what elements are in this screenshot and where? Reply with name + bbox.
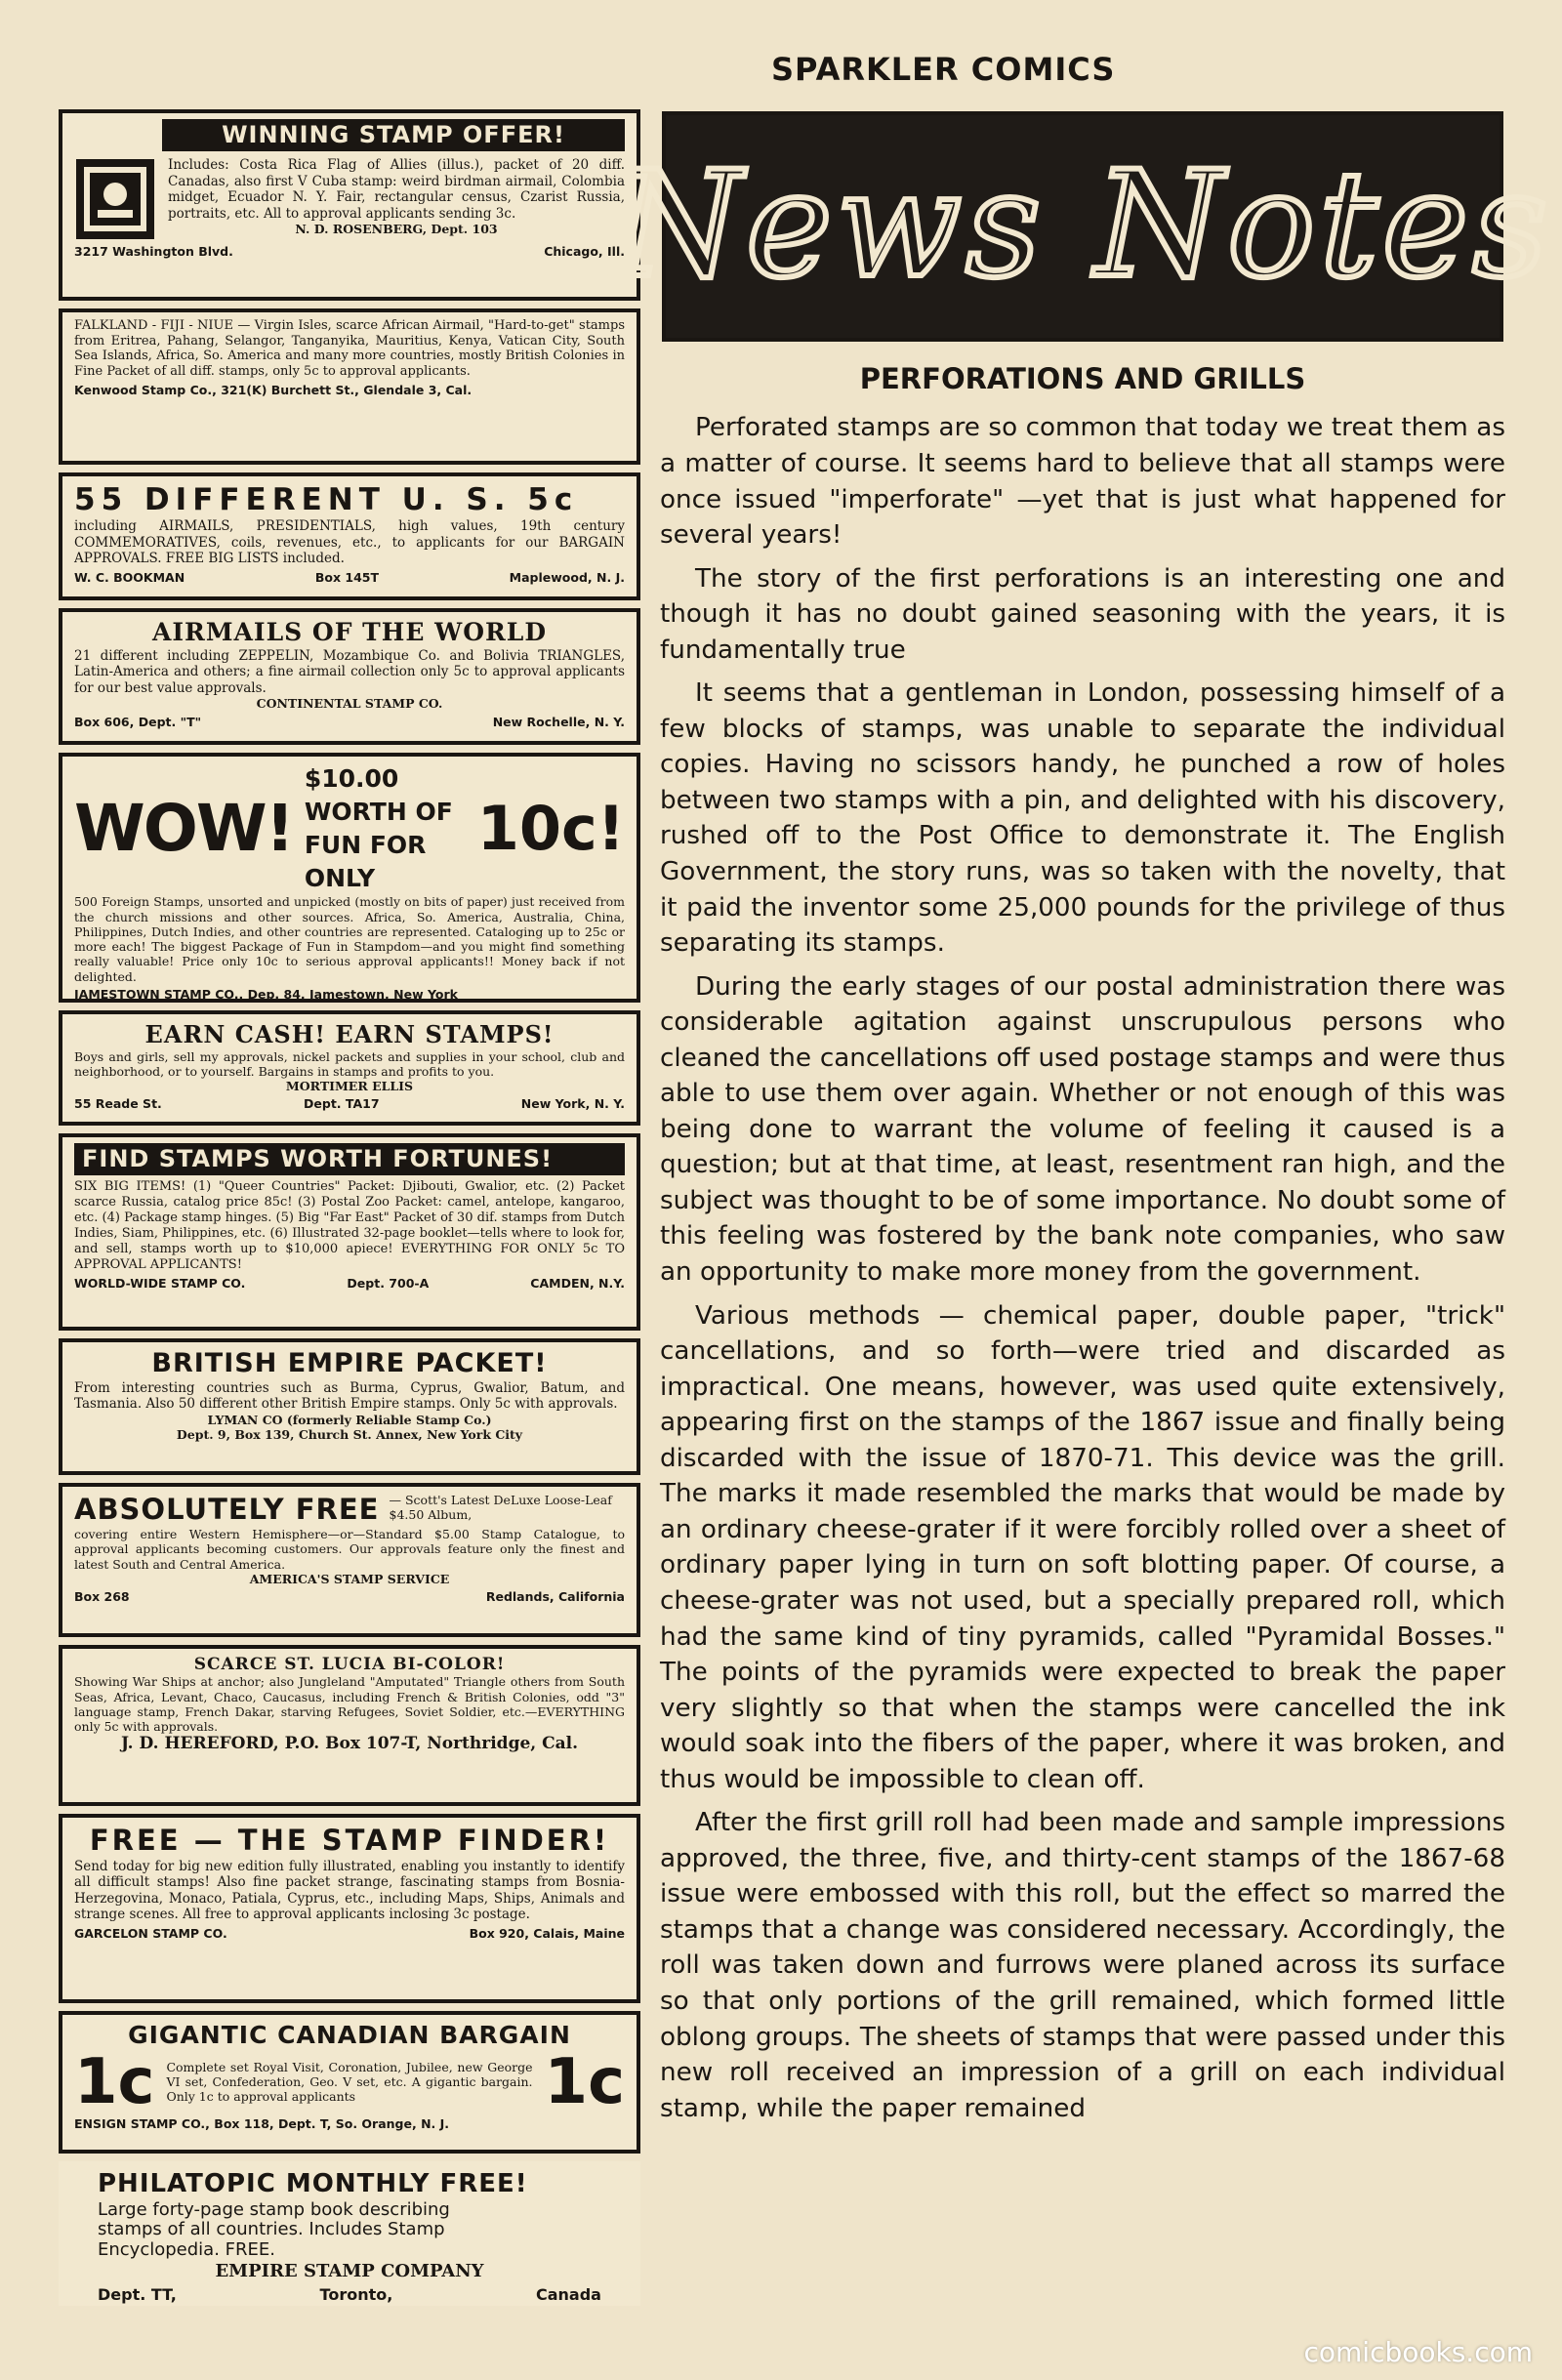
ad-line2: FUN FOR ONLY: [304, 830, 427, 892]
flag-stamp-icon: [74, 157, 156, 241]
article-paragraph: It seems that a gentleman in London, possessing himself of a few blocks of stamps, was unable to separate the individual copies. Having no scissors handy, he punched a row of holes between two stamps with a pin, and delighted with his discovery, rushed off to the Post Office to demonstrate it. The English Government, the story runs, was so taken with the novelty, that it paid the inventor some 25,000 pounds for the privilege of thus separating its stamps.: [660, 678, 1505, 959]
ad-city: Redlands, California: [485, 1589, 625, 1605]
ad-body: FALKLAND - FIJI - NIUE — Virgin Isles, scarce African Airmail, "Hard-to-get" stamps from Eritrea, Pahang, Selangor, Tanganyika, Mauritius, Kenya, Vatican City, South Sea Islands, Africa, So. America and many more countries, mostly British Colonies in Fine Packet of all diff. stamps, only 5c to approval applicants.: [74, 317, 625, 380]
ad-foot: JAMESTOWN STAMP CO., Dep. 84, Jamestown, New York: [74, 986, 458, 1002]
ad-side: — Scott's Latest DeLuxe Loose-Leaf $4.50 Album,: [389, 1492, 612, 1523]
ad-price-left: 1c: [74, 2045, 155, 2118]
ad-company: CONTINENTAL STAMP CO.: [256, 696, 443, 712]
ad-address: 3217 Washington Blvd.: [74, 244, 233, 260]
ad-city: Box 920, Calais, Maine: [469, 1925, 625, 1941]
ad-foot: Dept. 9, Box 139, Church St. Annex, New York City: [176, 1427, 523, 1443]
ad-title: ABSOLUTELY FREE: [74, 1492, 380, 1526]
ad-stamp-finder: [59, 1814, 640, 2003]
ad-line1: $10.00 WORTH OF: [304, 764, 453, 827]
ad-falkland: [59, 308, 640, 465]
ad-title: EARN CASH! EARN STAMPS!: [144, 1020, 555, 1049]
news-notes-logo: [613, 111, 1552, 342]
article-title: PERFORATIONS AND GRILLS: [859, 362, 1306, 395]
ad-title: AIRMAILS OF THE WORLD: [151, 618, 548, 647]
page-header: SPARKLER COMICS: [771, 51, 1116, 88]
ad-dept: Dept. 700-A: [347, 1275, 430, 1291]
ad-title: GIGANTIC CANADIAN BARGAIN: [128, 2021, 571, 2050]
ad-absolutely-free: [59, 1483, 640, 1637]
ad-foot: Kenwood Stamp Co., 321(K) Burchett St., Glendale 3, Cal.: [74, 383, 473, 398]
ad-body: Showing War Ships at anchor; also Jungleland "Amputated" Triangle others from South Seas, Africa, Levant, Chaco, Caucasus, including French & British Colonies, odd "3" language stamp, French Dakar, starving Refugees, Soviet Soldier, etc.—EVERYTHING only 5c with approvals.: [74, 1674, 625, 1735]
ad-body: Boys and girls, sell my approvals, nickel packets and supplies in your school, club and neighborhood, or to yourself. Bargains in stamps and profits to you.: [74, 1048, 625, 1079]
ad-body: SIX BIG ITEMS! (1) "Queer Countries" Packet: Djibouti, Gwalior, etc. (2) Packet scarce Russia, catalog price 85c! (3) Postal Zoo Packet: camel, antelope, kangaroo, etc. (4) Package stamp hinges. (5) Big "Far East" Packet of 30 dif. stamps from Dutch Indies, Siam, Philippines, etc. (6) Illustrated 32-page booklet—tells where to look for, and sell, stamps worth up to $10,000 apiece! EVERYTHING FOR ONLY 5c TO APPROVAL APPLICANTS!: [74, 1179, 625, 1272]
ad-title: SCARCE ST. LUCIA BI-COLOR!: [193, 1654, 506, 1674]
ad-find-stamps-worth-fortunes: [59, 1133, 640, 1331]
ad-name: MORTIMER ELLIS: [285, 1079, 414, 1094]
ad-city: Maplewood, N. J.: [509, 569, 625, 585]
ad-winning-stamp-offer: [59, 109, 640, 301]
ad-country: Canada: [536, 2284, 601, 2304]
ad-title: FIND STAMPS WORTH FORTUNES!: [74, 1143, 625, 1175]
ad-title: BRITISH EMPIRE PACKET!: [151, 1347, 548, 1378]
article-paragraph: Various methods — chemical paper, double paper, "trick" cancellations, and so forth—were tried and discarded as impractical. One means, however, was used quite extensively, appearing first on the stamps of the 1867 issue and finally being discarded with the issue of 1870-71. This device was the grill. The marks it made resembled the marks that would be made by an ordinary cheese-grater if it were forcibly rolled over a sheet of ordinary paper lying in turn on soft blotting paper. Of course, a cheese-grater was not used, but a specially prepared roll, which had the same kind of tiny pyramids, called "Pyramidal Bosses." The points of the pyramids were expected to break the paper very slightly so that when the stamps were cancelled the ink would soak into the fibers of the paper, where it was broken, and thus would be impossible to clean off.: [660, 1300, 1505, 1794]
ad-british-empire-packet: [59, 1338, 640, 1475]
ad-city: CAMDEN, N.Y.: [530, 1275, 625, 1291]
ad-title: FREE — THE STAMP FINDER!: [89, 1824, 610, 1858]
ad-body: Send today for big new edition fully illustrated, enabling you instantly to identify all difficult stamps! Also fine packet strange, fascinating stamps from Bosnia-Herzegovina, Monaco, Patiala, Cyprus, etc., including Maps, Ships, Animals and strange scenes. All free to approval applicants inclosing 3c postage.: [74, 1858, 625, 1923]
ad-company: LYMAN CO (formerly Reliable Stamp Co.): [207, 1412, 492, 1427]
ad-company: EMPIRE STAMP COMPANY: [215, 2260, 484, 2281]
ad-body: covering entire Western Hemisphere—or—Standard $5.00 Stamp Catalogue, to approval applicants becoming customers. Our approvals feature only the finest and latest South and Central America.: [74, 1527, 625, 1572]
ad-title: 55 DIFFERENT U. S. 5c: [74, 481, 579, 517]
article-paragraph: The story of the first perforations is an interesting one and though it has no doubt gained seasoning with the years, it is fundamentally true: [660, 563, 1505, 665]
ad-foot: ENSIGN STAMP CO., Box 118, Dept. T, So. Orange, N. J.: [74, 2115, 450, 2131]
article-paragraph: During the early stages of our postal administration there was considerable agitation against unscrupulous persons who cleaned the cancellations off used postage stamps and were thus able to use them over again. Whether or not enough of this was being done to warrant the volume of feeling it caused is a question; but at that time, at least, resentment ran high, and the subject was thought to be of some importance. No doubt some of this feeling was fostered by the bank note companies, who saw an opportunity to make more money from the government.: [660, 971, 1505, 1288]
ad-box: Box 145T: [314, 569, 379, 585]
watermark: comicbooks.com: [1303, 2336, 1533, 2368]
ad-body: 500 Foreign Stamps, unsorted and unpicked (mostly on bits of paper) just received from the church missions and other sources. Africa, So. America, Australia, China, Philippines, Dutch Indies, and other countries are represented. Cataloging up to 25c or more each! The biggest Package of Fun in Stampdom—and you might find something really valuable! Price only 10c to serious approval applicants!! Money back if not delighted.: [74, 894, 625, 984]
ad-column: [59, 109, 640, 2306]
ad-body: Includes: Costa Rica Flag of Allies (illus.), packet of 20 diff. Canadas, also first V Cuba stamp: weird birdman airmail, Colombia midget, Ecuador N. Y. Fair, rectangular census, Czarist Russia, portraits, etc. All to approval applicants sending 3c.: [168, 157, 625, 222]
ad-canadian-bargain: [59, 2011, 640, 2154]
ad-price-right: 1c: [544, 2045, 625, 2118]
ad-company: WORLD-WIDE STAMP CO.: [74, 1275, 246, 1291]
ad-dept: Dept. TT,: [98, 2284, 177, 2304]
logo-lettering: [613, 129, 1552, 324]
ad-wow: WOW!: [74, 790, 293, 866]
ad-st-lucia: [59, 1645, 640, 1807]
article: [660, 359, 1505, 2134]
ad-name: W. C. BOOKMAN: [74, 569, 185, 585]
ad-city: Toronto,: [319, 2284, 393, 2304]
ad-title: WINNING STAMP OFFER!: [162, 119, 625, 151]
article-paragraph: After the first grill roll had been made and sample impressions approved, the three, five, and thirty-cent stamps of the 1867-68 issue were embossed with this roll, but the effect so marred the stamps that a change was considered necessary. Accordingly, the roll was taken down and furrows were planed across its surface so that only portions of the grill remained, which formed little oblong groups. The sheets of stamps that were passed under this new roll received an impression of a grill on each individual stamp, while the paper remained: [660, 1808, 1505, 2123]
ad-body: including AIRMAILS, PRESIDENTIALS, high values, 19th century COMMEMORATIVES, coils, revenues, etc., to applicants for our BARGAIN APPROVALS. FREE BIG LISTS included.: [74, 518, 625, 567]
ad-price: 10c!: [476, 792, 625, 864]
ad-company: GARCELON STAMP CO.: [74, 1925, 227, 1941]
ad-city: New Rochelle, N. Y.: [492, 714, 625, 729]
ad-address: 55 Reade St.: [74, 1096, 162, 1112]
ad-title: PHILATOPIC MONTHLY FREE!: [98, 2168, 528, 2198]
ad-airmails-of-the-world: [59, 608, 640, 745]
ad-philatopic: [59, 2161, 640, 2306]
ad-sig: J. D. HEREFORD, P.O. Box 107-T, Northridge, Cal.: [120, 1734, 579, 1754]
article-paragraph: Perforated stamps are so common that today we treat them as a matter of course. It seems hard to believe that all stamps were once issued "imperforate" —yet that is just what happened for several years!: [660, 413, 1505, 551]
ad-box: Box 268: [74, 1589, 130, 1605]
logo-text: News Notes: [613, 141, 1552, 310]
ad-earn-cash: [59, 1010, 640, 1126]
ad-body: From interesting countries such as Burma, Cyprus, Gwalior, Batum, and Tasmania. Also 50 different other British Empire stamps. Only 5c with approvals.: [74, 1379, 625, 1413]
ad-55-different-us: [59, 472, 640, 601]
ad-line2: stamps of all countries. Includes Stamp: [98, 2219, 445, 2240]
ad-box: Box 606, Dept. "T": [74, 714, 202, 729]
ad-wow-10-cents: [59, 753, 640, 1003]
ad-body: Complete set Royal Visit, Coronation, Jubilee, new George VI set, Confederation, Geo. V set, etc. A gigantic bargain. Only 1c to approval applicants: [166, 2059, 533, 2105]
ad-city: Chicago, Ill.: [544, 244, 625, 260]
ad-company: AMERICA'S STAMP SERVICE: [249, 1571, 450, 1586]
ad-city: New York, N. Y.: [520, 1096, 625, 1112]
ad-dept: Dept. TA17: [304, 1096, 380, 1112]
ad-line3: Encyclopedia. FREE.: [98, 2239, 275, 2261]
ad-line1: Large forty-page stamp book describing: [98, 2198, 450, 2220]
ad-body: 21 different including ZEPPELIN, Mozambique Co. and Bolivia TRIANGLES, Latin-America and others; a fine airmail collection only 5c to approval applicants for our best value approvals.: [74, 647, 625, 696]
ad-sender: N. D. ROSENBERG, Dept. 103: [295, 222, 498, 237]
